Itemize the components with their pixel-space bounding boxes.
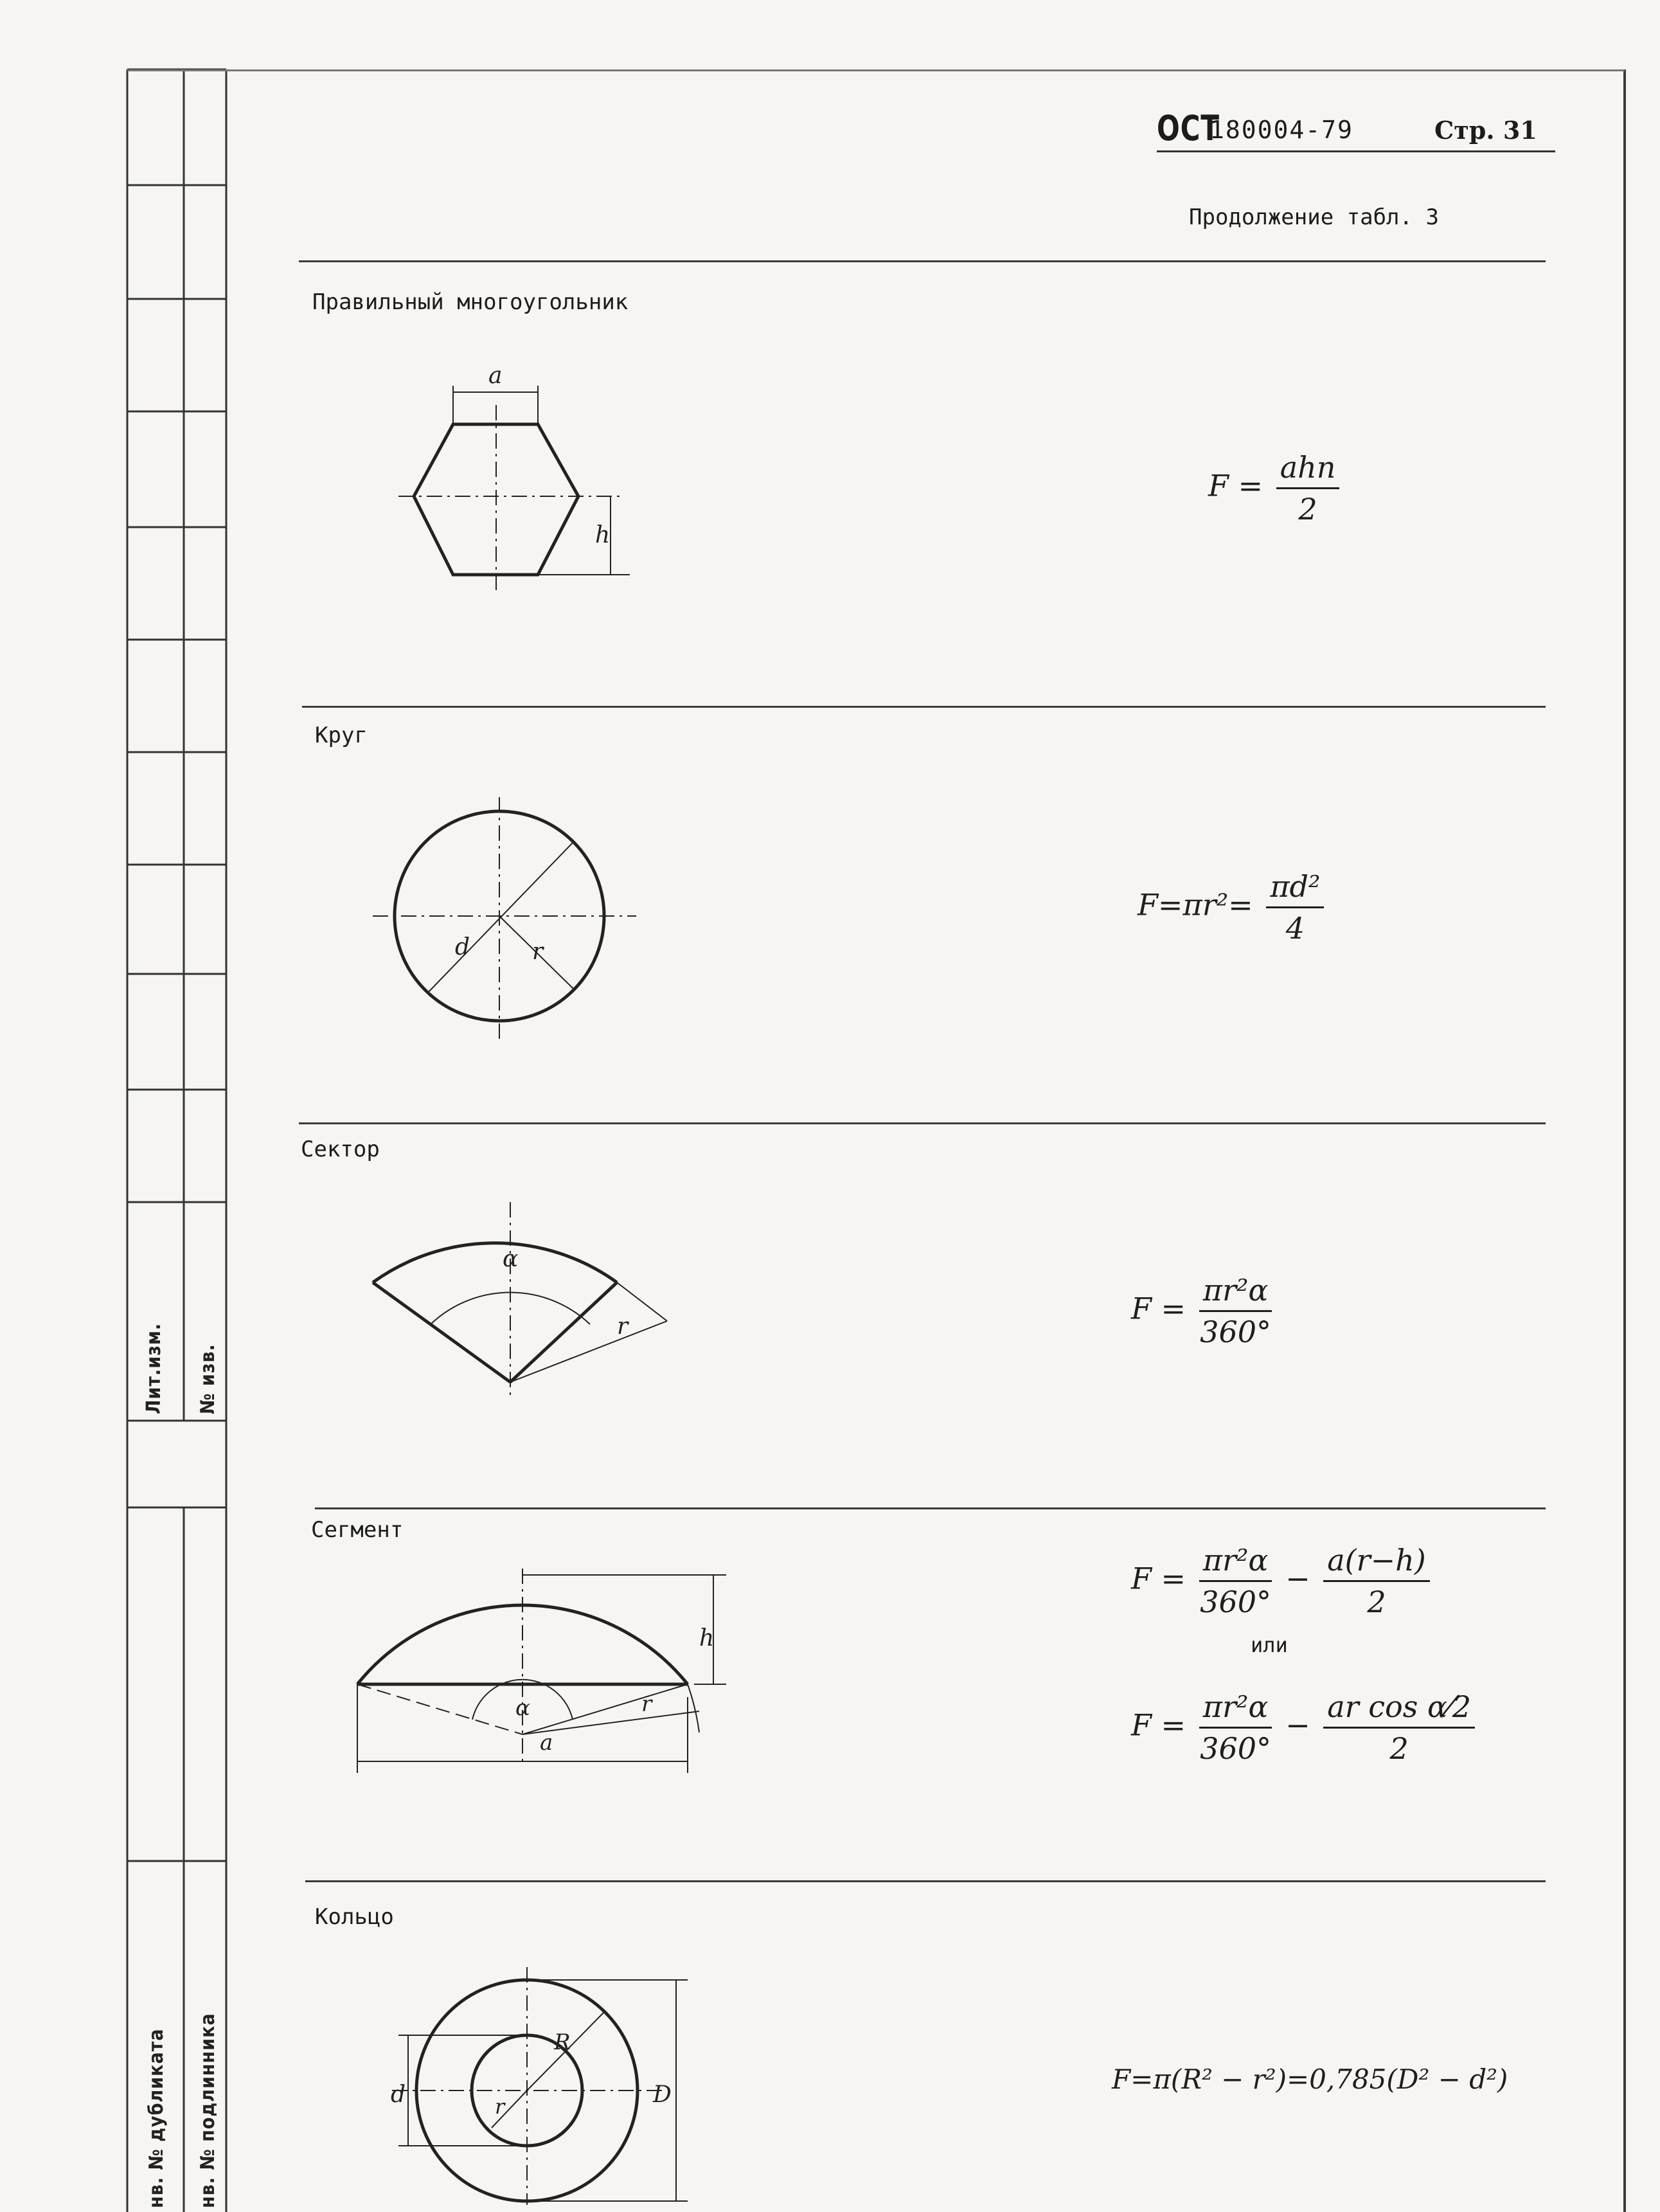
hexagon-figure (398, 360, 643, 591)
formula-fraction (1323, 1543, 1429, 1619)
sector-area-formula: F = $\frac{\text{πr²α}}{360^\circ}$ (1131, 1273, 1271, 1349)
formula-numerator: πd² (1266, 869, 1324, 908)
ring-figure (386, 1967, 694, 2205)
doc-code: ОСТ (1157, 108, 1220, 148)
polygon-area-formula: F = $\frac{\text{ahn}}{2}$ (1208, 450, 1343, 526)
formula-lhs: F (1131, 1707, 1152, 1743)
formula-numerator: πr²α (1199, 1689, 1272, 1729)
formula-lhs: F (1131, 1561, 1152, 1596)
circle-figure (373, 791, 643, 1048)
formula-numerator: a(r−h) (1323, 1543, 1429, 1582)
formula-lhs: F (1208, 468, 1229, 503)
formula-numerator: ahn (1276, 450, 1340, 489)
no-izv-label: № изв. (197, 1344, 219, 1414)
ring-area-formula: F=π(R² − r²)=0,785(D² − d²) (1112, 2064, 1508, 2095)
dim-label-h: h (595, 522, 611, 548)
dim-label-alpha: α (515, 1695, 530, 1721)
formula-lhs: F (1131, 1291, 1152, 1326)
formula-fraction (1199, 1689, 1272, 1766)
formula-denominator: 360° (1200, 1585, 1271, 1619)
formula-fraction (1323, 1689, 1475, 1766)
formula-denominator: 2 (1389, 1731, 1409, 1766)
section-title-ring: Кольцо (315, 1904, 394, 1930)
inv-podlinnika-label: нв. № подлинника (197, 2013, 219, 2208)
document-header (1157, 108, 1555, 154)
circle-area-formula: F=πr²= $\frac{\text{πd²}}{4}$ (1138, 869, 1328, 946)
segment-figure (347, 1569, 733, 1787)
dim-label-alpha: α (503, 1246, 519, 1272)
segment-area-formula-1: F = $\frac{\text{πr²α}}{360^\circ}$ − $\frac{a(r-h)}{2}$ (1131, 1543, 1434, 1619)
formula-numerator: πr²α (1199, 1543, 1272, 1582)
section-title-circle: Круг (315, 723, 368, 748)
formula-fraction (1266, 869, 1324, 946)
section-rule (302, 706, 1546, 708)
page-number: Стр. 31 (1434, 116, 1537, 145)
lit-izm-label: Лит.изм. (143, 1322, 165, 1414)
dim-label-h: h (699, 1625, 715, 1651)
or-label: или (1251, 1633, 1288, 1657)
continued-label: Продолжение табл. 3 (1189, 204, 1439, 230)
section-title-segment: Сегмент (311, 1517, 404, 1543)
inv-dublikata-label: нв. № дубликата (145, 2028, 168, 2208)
formula-fraction (1199, 1543, 1272, 1619)
dim-label-r: r (532, 939, 544, 965)
section-title-sector: Сектор (301, 1137, 380, 1162)
sector-figure (360, 1202, 694, 1401)
formula-numerator: ar cos α⁄2 (1323, 1689, 1475, 1729)
dim-label-D: D (653, 2082, 672, 2108)
doc-number: 180004-79 (1209, 116, 1353, 144)
formula-denominator: 360° (1200, 1315, 1271, 1349)
formula-lhs: F (1138, 887, 1158, 922)
formula-denominator: 360° (1200, 1731, 1271, 1766)
header-underline (1157, 150, 1555, 152)
dim-label-a: a (488, 363, 503, 389)
formula-denominator: 2 (1367, 1585, 1386, 1619)
dim-label-r: r (495, 2094, 505, 2119)
top-border (127, 69, 1625, 71)
right-border (1623, 69, 1626, 2212)
section-rule (315, 1507, 1546, 1509)
dim-label-d: d (391, 2082, 406, 2108)
dim-label-R: R (554, 2029, 571, 2055)
section-rule (299, 1122, 1546, 1124)
dim-label-d: d (455, 934, 470, 960)
formula-denominator: 2 (1298, 492, 1317, 526)
margin-stamp-grid (0, 0, 231, 2212)
dim-label-a: a (540, 1730, 553, 1756)
formula-fraction (1276, 450, 1340, 526)
section-rule (299, 260, 1546, 262)
dim-label-r: r (641, 1691, 652, 1717)
segment-area-formula-2: F = $\frac{\text{πr²α}}{360^\circ}$ − $\frac{\text{ar cos α⁄2}}{2}$ (1131, 1689, 1479, 1766)
section-title-polygon: Правильный многоугольник (312, 289, 629, 315)
section-rule (305, 1880, 1546, 1882)
formula-denominator: 4 (1285, 911, 1305, 946)
formula-fraction (1199, 1273, 1272, 1349)
dim-label-r: r (617, 1313, 629, 1340)
formula-numerator: πr²α (1199, 1273, 1272, 1312)
formula-mid: πr² (1183, 887, 1229, 922)
